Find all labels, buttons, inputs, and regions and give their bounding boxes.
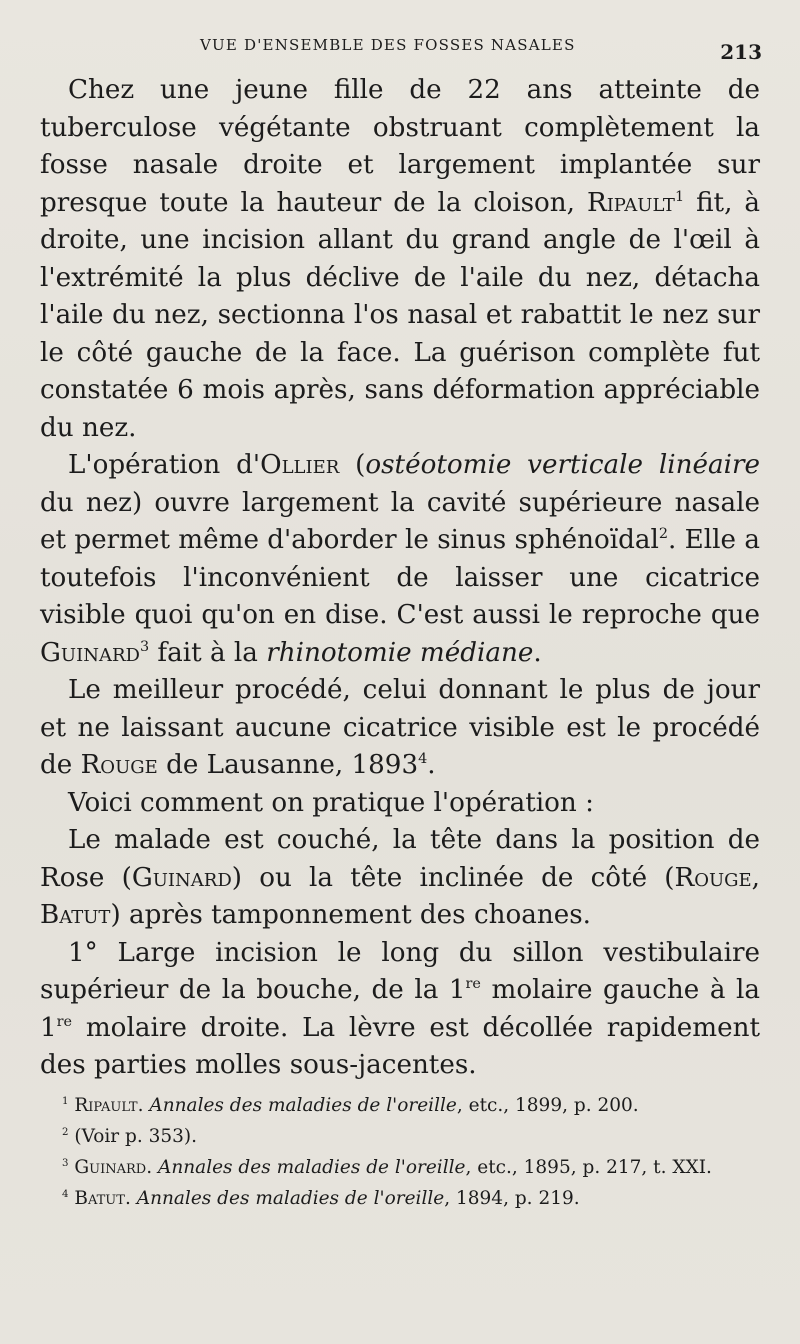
author-name: Batut bbox=[40, 900, 111, 930]
text-run: . bbox=[533, 637, 542, 668]
footnote-ref: 1 bbox=[674, 188, 685, 205]
text-run: molaire droite. La lèvre est décollée rapidement des parties molles sous-jacentes. bbox=[40, 1012, 760, 1080]
footnote-ref: 3 bbox=[139, 638, 150, 655]
text-run: . bbox=[427, 750, 436, 780]
footnote-number: 2 bbox=[62, 1126, 69, 1138]
footnote-2 bbox=[40, 1121, 758, 1152]
footnote-number: 3 bbox=[62, 1157, 69, 1169]
text-run: (Voir p. 353). bbox=[68, 1126, 198, 1147]
text-run: fit, à droite, une incision allant du grand angle de l'œil à l'extrémité la plus déclive de l'aile du nez, détacha l'aile du nez, sectionna l'os nasal et rabattit le nez sur le côté gauche de la face. La guérison complète fut constatée 6 mois après, sans déformation appréciable du nez. bbox=[40, 187, 761, 443]
text-run: fait à la bbox=[149, 637, 267, 668]
footnote-ref: 2 bbox=[658, 525, 669, 542]
text-run: . bbox=[146, 1157, 158, 1178]
text-run: , bbox=[751, 862, 760, 893]
text-run: ) ou la tête inclinée de côté ( bbox=[231, 862, 675, 893]
paragraph-voici bbox=[40, 785, 760, 823]
author-name: Guinard bbox=[131, 862, 232, 893]
paragraph-position bbox=[40, 822, 760, 935]
footnote-1 bbox=[40, 1090, 758, 1121]
text-run: L'opération d' bbox=[68, 450, 261, 480]
footnote-4 bbox=[40, 1183, 758, 1214]
text-run: Voici comment on pratique l'opération : bbox=[68, 787, 594, 818]
paragraph-ripault bbox=[40, 72, 760, 447]
author-name: Ollier bbox=[260, 450, 340, 480]
text-run: de Lausanne, 1893 bbox=[157, 750, 419, 780]
text-run: molaire gauche à la 1 bbox=[40, 975, 760, 1043]
text-run: . bbox=[137, 1095, 150, 1116]
ordinal-suffix: re bbox=[465, 975, 481, 992]
author-name: Rouge bbox=[80, 750, 158, 780]
paragraph-ollier bbox=[40, 447, 760, 672]
text-run: . bbox=[124, 1188, 137, 1209]
text-run: , etc., 1895, p. 217, t. XXI. bbox=[465, 1157, 712, 1178]
footnote-author: Guinard bbox=[74, 1157, 147, 1178]
footnote-ref: 4 bbox=[418, 750, 428, 767]
text-run: du nez) ouvre largement la cavité supérieure nasale et permet même d'aborder le sinus sphénoïdal bbox=[40, 487, 760, 555]
footnote-author: Ripault bbox=[74, 1095, 138, 1116]
text-run: Le meilleur procédé, celui donnant le plus de jour et ne laissant aucune cicatrice visible est le procédé de bbox=[40, 675, 760, 780]
body-text bbox=[40, 72, 760, 1085]
text-run: , 1894, p. 219. bbox=[444, 1188, 580, 1209]
footnote-author: Batut bbox=[74, 1188, 125, 1209]
text-run: ) après tamponnement des choanes. bbox=[110, 900, 591, 930]
author-name: Ripault bbox=[586, 187, 675, 218]
text-run: , etc., 1899, p. 200. bbox=[456, 1095, 639, 1116]
footnote-number: 4 bbox=[62, 1188, 69, 1200]
paragraph-rouge bbox=[40, 672, 760, 785]
footnotes bbox=[40, 1090, 758, 1214]
footnote-journal: Annales des maladies de l'oreille bbox=[149, 1095, 457, 1116]
ordinal-suffix: re bbox=[56, 1013, 73, 1030]
footnote-3 bbox=[40, 1152, 758, 1183]
footnote-journal: Annales des maladies de l'oreille bbox=[136, 1188, 445, 1209]
footnote-journal: Annales des maladies de l'oreille bbox=[157, 1157, 466, 1178]
italic-term: rhinotomie médiane bbox=[266, 637, 534, 668]
footnote-number: 1 bbox=[62, 1095, 69, 1107]
author-name: Guinard bbox=[40, 637, 140, 668]
text-run: . Elle a toutefois l'inconvénient de laisser une cicatrice visible quoi qu'on en dise. C'est aussi le reproche que bbox=[40, 525, 760, 630]
text-run: Chez une jeune fille de 22 ans atteinte de tuberculose végétante obstruant complètement la fosse nasale droite et largement implantée sur presque toute la hauteur de la cloison, bbox=[40, 75, 760, 218]
text-run: Le malade est couché, la tête dans la position de Rose ( bbox=[40, 825, 760, 893]
page-number: 213 bbox=[720, 40, 762, 64]
text-run: 1° Large incision le long du sillon vestibulaire supérieur de la bouche, de la 1 bbox=[40, 937, 760, 1005]
paragraph-incision bbox=[40, 935, 760, 1085]
author-name: Rouge bbox=[674, 862, 752, 893]
text-run: ( bbox=[339, 450, 366, 480]
italic-term: ostéotomie verticale linéaire bbox=[365, 450, 760, 480]
running-title: VUE D'ENSEMBLE DES FOSSES NASALES bbox=[200, 36, 576, 54]
